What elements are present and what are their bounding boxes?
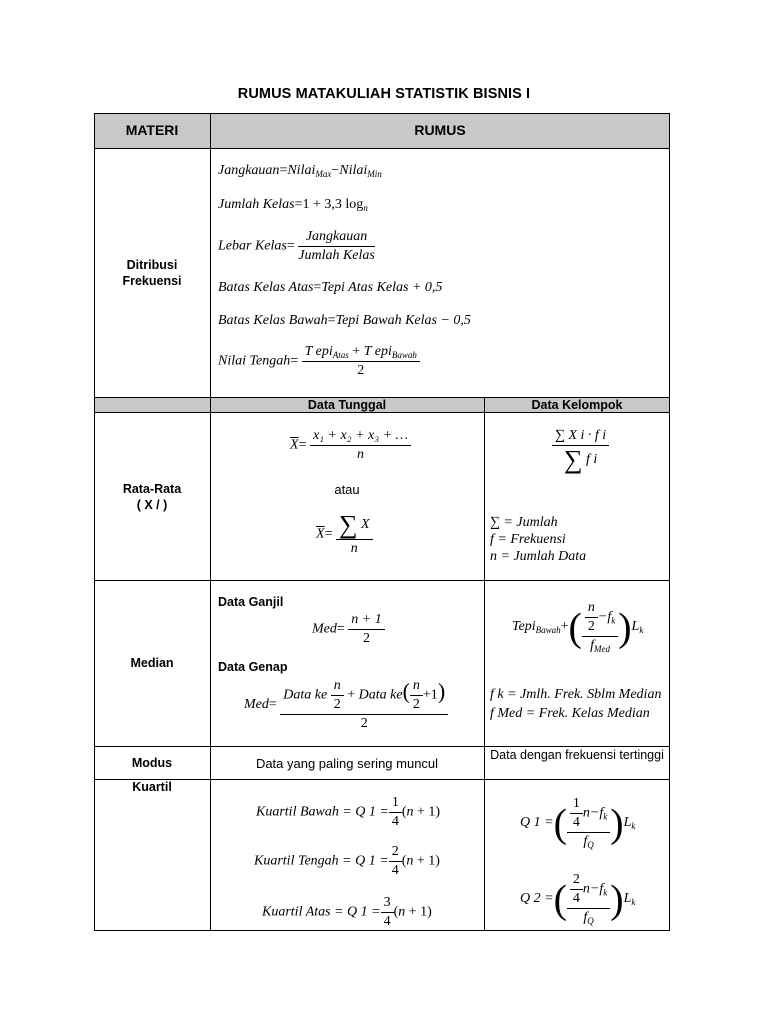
formula-median-genap: Med= Data ke $\frac{n}{2}$ + Data ke( $\frac{n}{2}$ +1) 2 [244, 678, 448, 732]
label-distribusi [94, 257, 210, 289]
header-materi: MATERI [125, 122, 179, 138]
median-legend-fmed: f Med = Frek. Kelas Median [490, 706, 650, 721]
label-modus: Modus [131, 756, 173, 770]
formula-rata-kelompok: $\frac{\text{∑ X i · f i}}{\text{∑ f i}}$ [552, 428, 609, 473]
formula-jangkauan: Jangkauan=Nilai$_{Max}$−Nilai$_{Min}$ [218, 163, 382, 179]
median-ganjil-title: Data Ganjil [218, 595, 284, 609]
subheader-data-tunggal: Data Tunggal [307, 398, 387, 412]
formula-median-ganjil: Med= $\frac{n + 1}{2}$ [312, 612, 385, 647]
formula-median-kelompok: Tepi$_{Bawah}$+( $\frac{n}{2}$ $-f_k$ $f_{Med}$ )$L_k$ [512, 600, 644, 654]
document-title: RUMUS MATAKULIAH STATISTIK BISNIS I [237, 86, 531, 102]
median-genap-title: Data Genap [218, 660, 288, 674]
median-legend [490, 685, 661, 723]
label-median: Median [130, 656, 174, 670]
label-kuartil: Kuartil [132, 780, 172, 794]
median-legend-fk: f k = Jmlh. Frek. Sblm Median [490, 687, 662, 702]
rata-legend-frekuensi: f = Frekuensi [490, 532, 566, 547]
modus-kelompok-text: Data dengan frekuensi tertinggi [490, 748, 664, 762]
rata-legend-jumlah-data: n = Jumlah Data [490, 549, 587, 564]
formula-batas-bawah: Batas Kelas Bawah=Tepi Bawah Kelas − 0,5 [218, 313, 471, 328]
rata-legend-jumlah: ∑ = Jumlah [490, 515, 558, 530]
formula-kuartil-kelompok-q1: Q 1 =( $\frac{1}{4}$ $n-f_k$ $f_Q$ )$L_k$ [520, 796, 636, 850]
formula-rata-tunggal-1: $\overline{X}=$ $\frac{\text{x₁ + x₂ + x₃ + …}}{n}$ [290, 428, 411, 463]
text-atau: atau [334, 482, 360, 497]
formula-kuartil-atas: Kuartil Atas = Q 1 = $\frac{3}{4}$ (n + 1) [262, 895, 432, 929]
subheader-data-kelompok: Data Kelompok [531, 398, 623, 412]
formula-rata-tunggal-2: $\overline{X}=$ $\frac{\sum X}{n}$ [316, 512, 373, 557]
formula-kuartil-tengah: Kuartil Tengah = Q 1 = $\frac{2}{4}$ (n + 1) [254, 844, 440, 878]
formula-kuartil-bawah: Kuartil Bawah = Q 1 = $\frac{1}{4}$ (n + 1) [256, 795, 441, 829]
formula-lebar-kelas: Lebar Kelas= $\frac{\text{Jangkauan}}{\text{Jumlah Kelas}}$ [218, 229, 375, 263]
rata-legend [490, 514, 586, 565]
label-rata-rata-symbol: ( X / ) [136, 498, 168, 512]
label-distribusi-line2: Frekuensi [122, 274, 182, 288]
label-rata-rata [94, 481, 210, 513]
modus-tunggal-text: Data yang paling sering muncul [255, 756, 439, 771]
formula-batas-atas: Batas Kelas Atas=Tepi Atas Kelas + 0,5 [218, 280, 443, 295]
header-rumus: RUMUS [414, 122, 466, 138]
formula-kuartil-kelompok-q2: Q 2 =( $\frac{2}{4}$ $n-f_k$ $f_Q$ )$L_k$ [520, 872, 636, 926]
label-distribusi-line1: Ditribusi [126, 258, 178, 272]
formula-nilai-tengah: Nilai Tengah= $\frac{T epi_{Atas} + T epi_{Bawah}}{2}$ [218, 344, 420, 379]
formula-jumlah-kelas: Jumlah Kelas=1 + 3,3 $\log_n$ [218, 197, 368, 213]
label-rata-rata-main: Rata-Rata [122, 482, 182, 496]
